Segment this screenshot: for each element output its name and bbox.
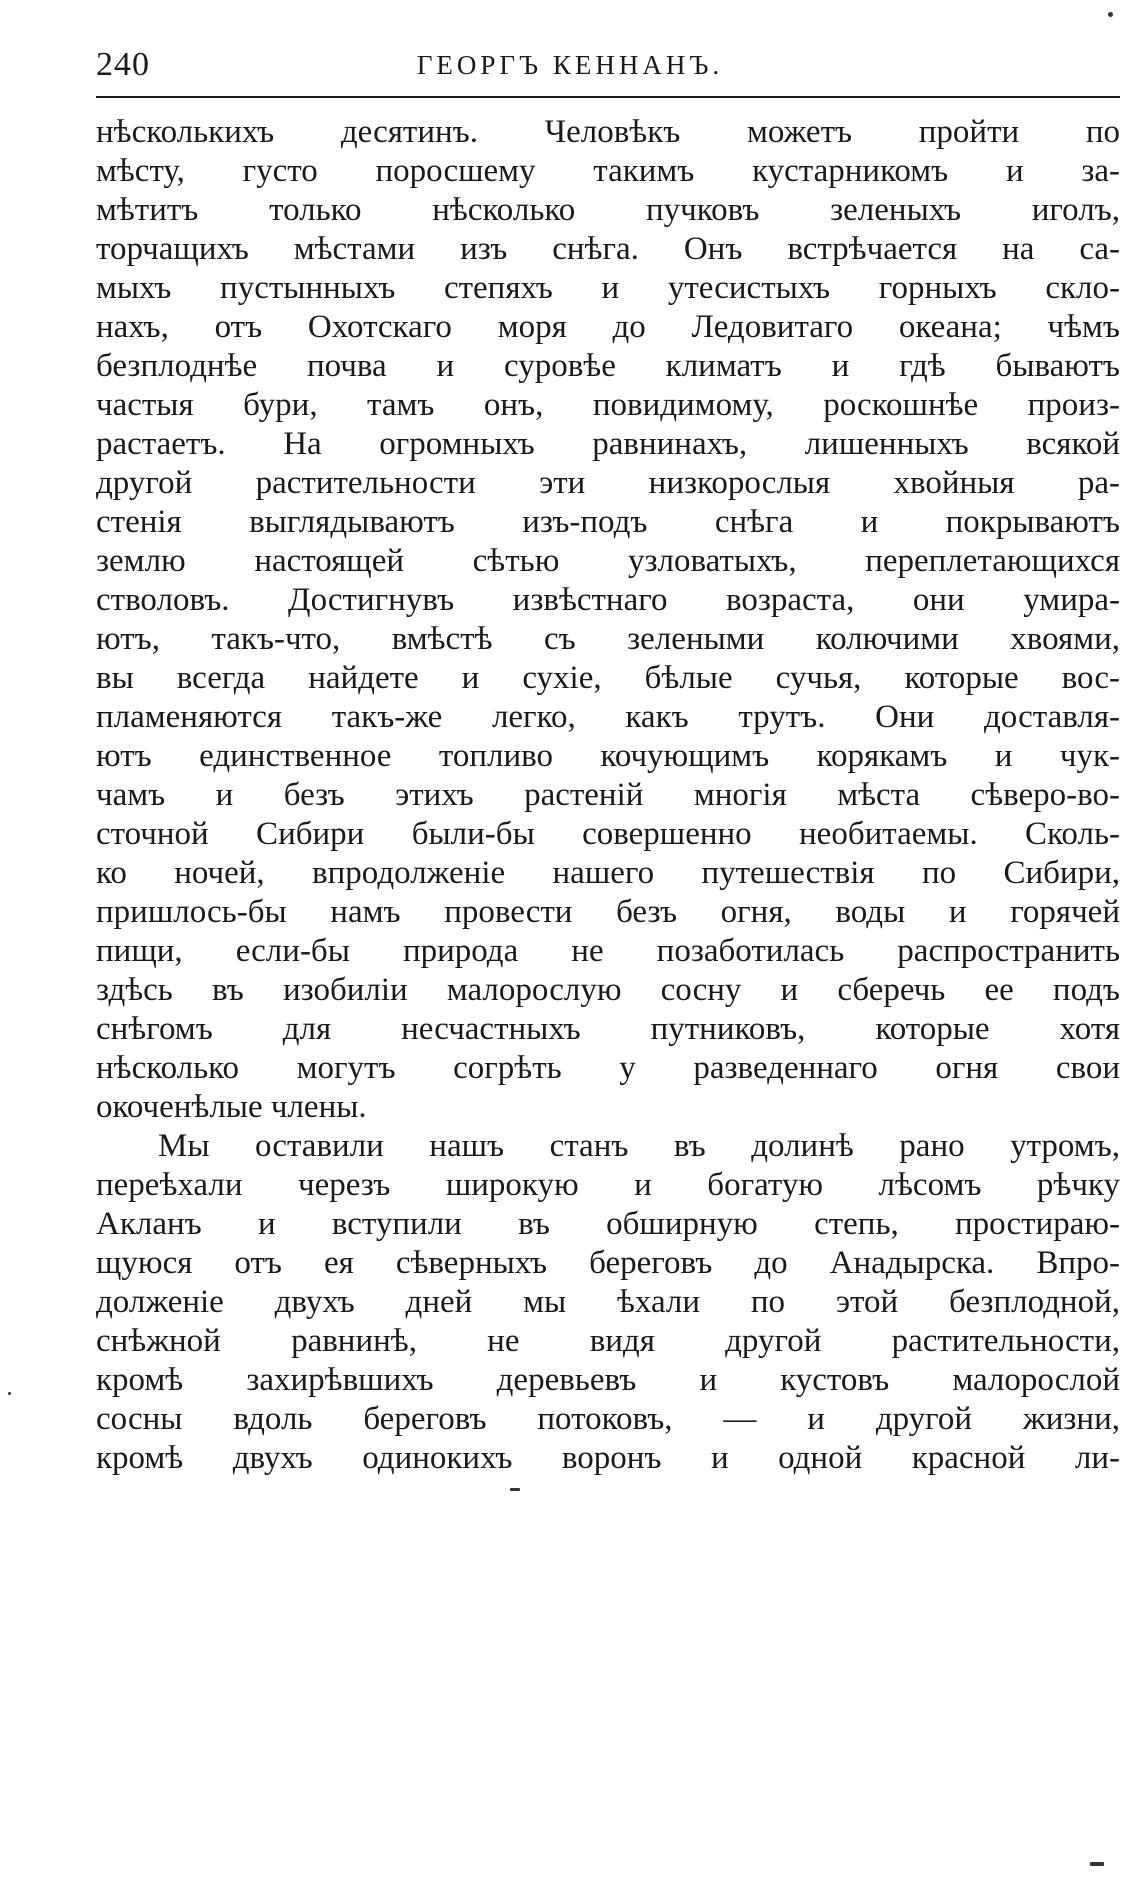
- text-line: частыя бури, тамъ онъ, повидимому, роскошнѣе произ-: [96, 387, 1120, 423]
- text-line: ко ночей, впродолженіе нашего путешествія по Сибири,: [96, 855, 1120, 891]
- text-line: нѣсколько могутъ согрѣть у разведеннаго огня свои: [96, 1050, 1120, 1086]
- text-line: вы всегда найдете и сухіе, бѣлые сучья, которые вос-: [96, 660, 1120, 696]
- text-line: растаетъ. На огромныхъ равнинахъ, лишенныхъ всякой: [96, 426, 1120, 462]
- text-line: мѣсту, густо поросшему такимъ кустарникомъ и за-: [96, 153, 1120, 189]
- text-line: мыхъ пустынныхъ степяхъ и утесистыхъ горныхъ скло-: [96, 270, 1120, 306]
- text-line: кромѣ двухъ одинокихъ воронъ и одной красной ли-: [96, 1440, 1120, 1476]
- text-line: стенія выглядываютъ изъ-подъ снѣга и покрываютъ: [96, 504, 1120, 540]
- text-line: пришлось-бы намъ провести безъ огня, воды и горячей: [96, 894, 1120, 930]
- text-line: снѣжной равнинѣ, не видя другой растительности,: [96, 1323, 1120, 1359]
- text-line: безплоднѣе почва и суровѣе климатъ и гдѣ бываютъ: [96, 348, 1120, 384]
- text-line: кромѣ захирѣвшихъ деревьевъ и кустовъ малорослой: [96, 1362, 1120, 1398]
- text-line: сосны вдоль береговъ потоковъ, — и другой жизни,: [96, 1401, 1120, 1437]
- text-line: торчащихъ мѣстами изъ снѣга. Онъ встрѣчается на са-: [96, 231, 1120, 267]
- text-line: здѣсь въ изобиліи малорослую сосну и сберечь ее подъ: [96, 972, 1120, 1008]
- text-line: мѣтитъ только нѣсколько пучковъ зеленыхъ иголъ,: [96, 192, 1120, 228]
- text-line: пламеняются такъ-же легко, какъ трутъ. Они доставля-: [96, 699, 1120, 735]
- text-line: пищи, если-бы природа не позаботилась распространить: [96, 933, 1120, 969]
- text-line: ютъ единственное топливо кочующимъ корякамъ и чук-: [96, 738, 1120, 774]
- text-line: нѣсколькихъ десятинъ. Человѣкъ можетъ пройти по: [96, 114, 1120, 150]
- text-line: ютъ, такъ-что, вмѣстѣ съ зелеными колючими хвоями,: [96, 621, 1120, 657]
- text-line: окоченѣлые члены.: [96, 1089, 367, 1125]
- text-line: снѣгомъ для несчастныхъ путниковъ, которые хотя: [96, 1011, 1120, 1047]
- paragraph-first-line: Мы оставили нашъ станъ въ долинѣ рано утромъ,: [158, 1128, 1120, 1164]
- text-line: сточной Сибири были-бы совершенно необитаемы. Сколь-: [96, 816, 1120, 852]
- text-line: чамъ и безъ этихъ растеній многія мѣста сѣверо-во-: [96, 777, 1120, 813]
- print-speck: [1090, 1862, 1104, 1866]
- running-head: ГЕОРГЪ КЕННАНЪ.: [416, 50, 724, 80]
- text-line: нахъ, отъ Охотскаго моря до Ледовитаго океана; чѣмъ: [96, 309, 1120, 345]
- text-line: переѣхали черезъ широкую и богатую лѣсомъ рѣчку: [96, 1167, 1120, 1203]
- print-speck: [510, 1488, 520, 1491]
- page-number: 240: [96, 46, 150, 83]
- text-line: другой растительности эти низкорослыя хвойныя ра-: [96, 465, 1120, 501]
- print-speck: [1108, 12, 1113, 17]
- text-line: Акланъ и вступили въ обширную степь, простираю-: [96, 1206, 1120, 1242]
- header-rule: [96, 96, 1120, 98]
- text-line: долженіе двухъ дней мы ѣхали по этой безплодной,: [96, 1284, 1120, 1320]
- print-speck: [8, 1392, 11, 1395]
- text-line: стволовъ. Достигнувъ извѣстнаго возраста, они умира-: [96, 582, 1120, 618]
- text-line: щуюся отъ ея сѣверныхъ береговъ до Анадырска. Впро-: [96, 1245, 1120, 1281]
- text-line: землю настоящей сѣтью узловатыхъ, переплетающихся: [96, 543, 1120, 579]
